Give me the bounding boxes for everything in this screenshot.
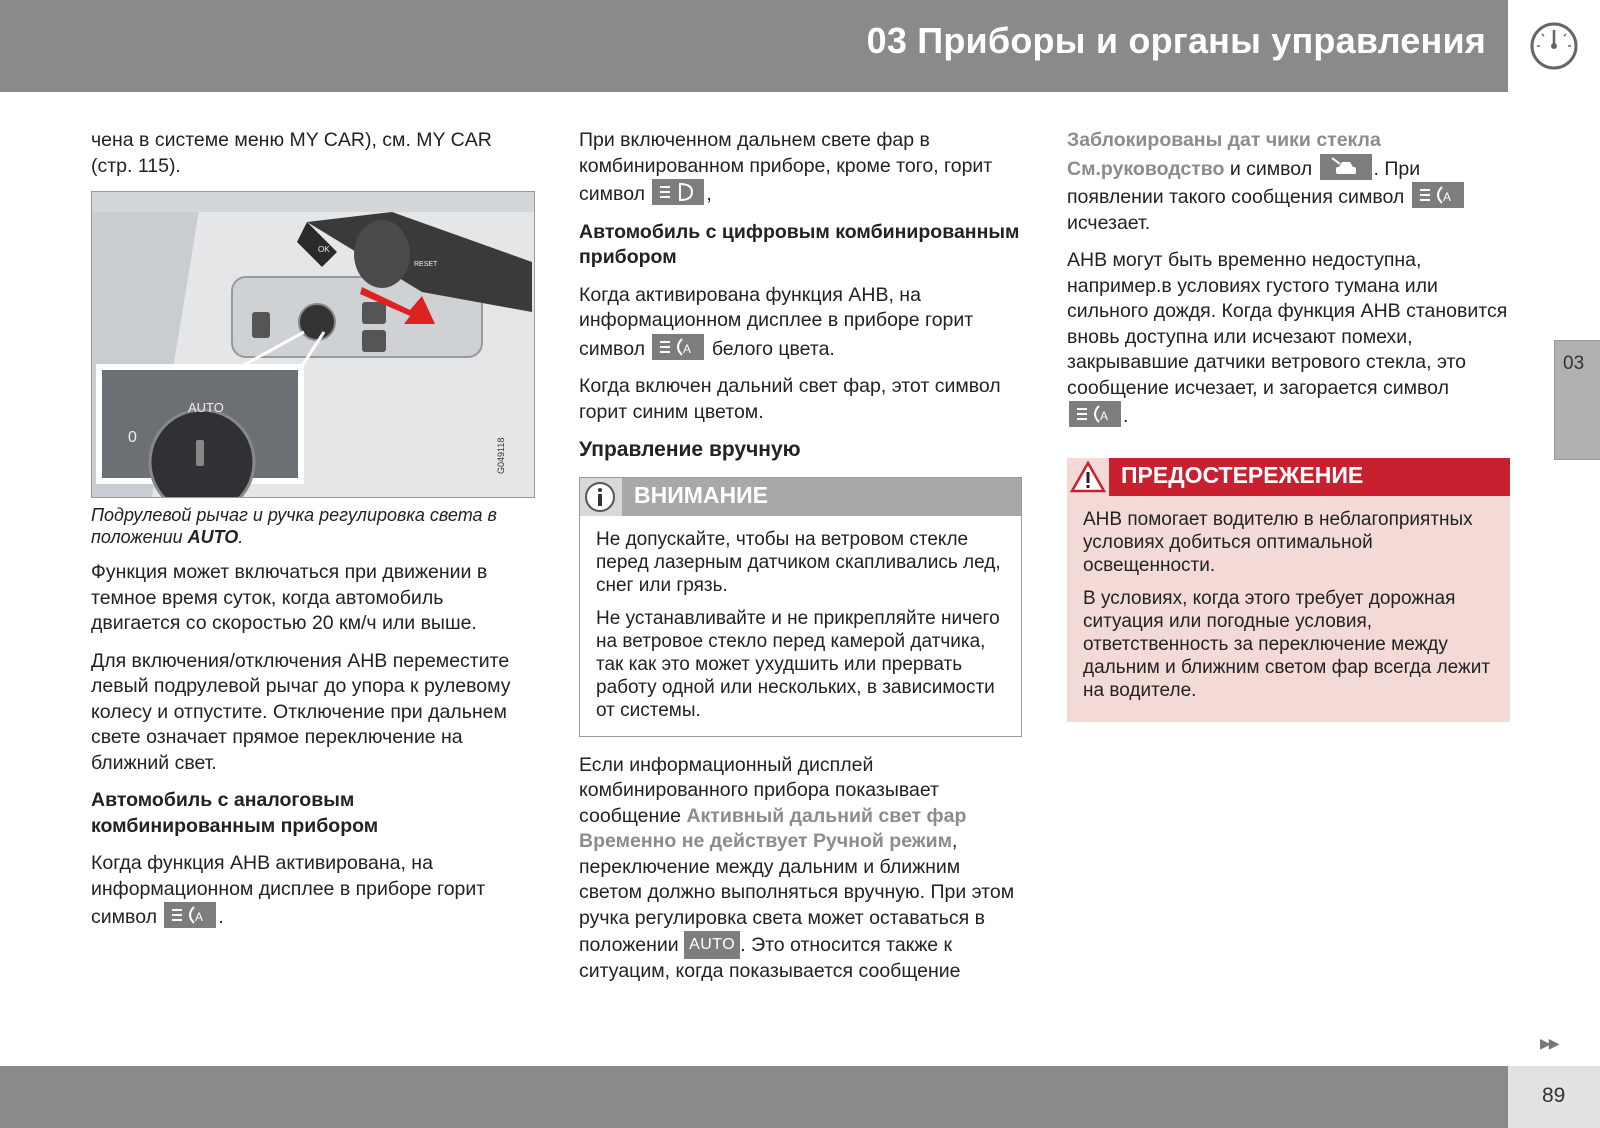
warning-header	[1067, 458, 1510, 496]
continue-arrows-icon: ▶▶	[1540, 1035, 1558, 1051]
high-beam-icon	[652, 179, 704, 205]
svg-text:A: A	[1100, 409, 1109, 423]
column-2	[579, 128, 1022, 996]
col1-paragraph-3: Когда функция AHB активирована, на информационном дисплее в приборе горит символ A .	[91, 852, 486, 928]
page-header	[0, 0, 1508, 92]
col2-paragraph-3: Когда включен дальний свет фар, этот символ горит синим цветом.	[579, 375, 1001, 423]
steering-lever-figure	[91, 191, 535, 498]
warning-triangle-icon	[1067, 458, 1109, 496]
col2-paragraph-4: Если информационный дисплей комбинированного прибора показывает сообщение Активный дальний свет фар Временно не действует Ручной режим, переключение между дальним и ближним светом должно выполняться вручную. При этом ручка регулировка света может оставаться в положении AUTO . Это относится также к ситуацим, когда показывается сообщение	[579, 753, 1015, 982]
col3-paragraph-1: Заблокированы дат чики стекла См.руководство и символ . При появлении такого сообщения символ A исчезает.	[1067, 128, 1510, 236]
note-box	[579, 477, 1022, 737]
page-number-box	[1508, 1066, 1600, 1128]
col2-paragraph-1: При включенном дальнем свете фар в комбинированном приборе, кроме того, горит символ ,	[579, 129, 993, 205]
svg-text:A: A	[195, 910, 204, 924]
chapter-icon-box	[1508, 0, 1600, 92]
ahb-symbol-icon	[652, 334, 704, 360]
note-body	[580, 516, 1021, 736]
figure-ok-label: OK	[318, 245, 330, 254]
sensor-blocked-icon	[1320, 154, 1372, 180]
warning-box	[1067, 458, 1510, 722]
heading-digital: Автомобиль с цифровым комбинированным прибором	[579, 220, 1020, 268]
col1-paragraph-2: Для включения/отключения AHB переместите левый подрулевой рычаг до упора к рулевому колесу и отпустите. Отключение при дальнем свете означает прямое переключение на ближний свет.	[91, 649, 511, 774]
page-title: 03 Приборы и органы управления	[866, 20, 1486, 61]
note-title: ВНИМАНИЕ	[634, 481, 769, 508]
col1-paragraph-1: Функция может включаться при движении в темное время суток, когда автомобиль двигается со скоростью 20 км/ч или выше.	[91, 561, 488, 634]
note-header	[580, 478, 1021, 516]
chapter-tab-label: 03	[1563, 353, 1585, 374]
page-footer	[0, 1066, 1508, 1128]
column-1	[91, 128, 531, 943]
ahb-symbol-icon	[1069, 401, 1121, 427]
figure-reset-label: RESET	[414, 261, 438, 268]
figure-zero-label: 0	[128, 429, 137, 446]
ahb-symbol-icon	[1412, 182, 1464, 208]
page-number: 89	[1542, 1084, 1566, 1107]
note-paragraph-2: Не устанавливайте и не прикрепляйте ничего на ветровое стекло перед камерой датчика, так как это может ухудшить или прервать работу одной или нескольких, в зависимости от системы.	[596, 607, 1000, 721]
warning-paragraph-2: В условиях, когда этого требует дорожная ситуация или погодные условия, ответственность за переключение между дальним и ближним светом фар всегда лежит на водителе.	[1083, 587, 1491, 701]
speedometer-icon	[1508, 0, 1600, 92]
heading-analog: Автомобиль с аналоговым комбинированным прибором	[91, 789, 379, 837]
heading-manual: Управление вручную	[579, 438, 801, 461]
figure-auto-label: AUTO	[188, 400, 224, 415]
chapter-side-tab	[1554, 340, 1600, 460]
col2-paragraph-2: Когда активирована функция AHB, на информационном дисплее в приборе горит символ A белого цвета.	[579, 283, 974, 360]
svg-text:A: A	[683, 341, 692, 356]
column-3	[1067, 128, 1510, 722]
warning-title: ПРЕДОСТЕРЕЖЕНИЕ	[1121, 461, 1364, 488]
figure-caption: Подрулевой рычаг и ручка регулировка света в положении AUTO.	[91, 505, 497, 547]
info-icon	[580, 478, 622, 516]
col3-paragraph-2: AHB могут быть временно недоступна, например.в условиях густого тумана или сильного дождя. Когда функция AHB становится вновь доступна или исчезают помехи, закрывавшие датчики ветрового стекла, это сообщение исчезает, и загорается символ A .	[1067, 249, 1508, 427]
warning-body	[1067, 496, 1510, 722]
svg-text:A: A	[1442, 190, 1451, 204]
note-paragraph-1: Не допускайте, чтобы на ветровом стекле перед лазерным датчиком скапливались лед, снег или грязь.	[596, 528, 1001, 596]
warning-paragraph-1: AHB помогает водителю в неблагоприятных условиях добиться оптимальной освещенности.	[1083, 508, 1473, 576]
figure-code: G049118	[496, 437, 506, 474]
ahb-symbol-icon	[164, 902, 216, 928]
intro-text: чена в системе меню MY CAR), см. MY CAR (стр. 115).	[91, 129, 492, 177]
auto-symbol: AUTO	[684, 931, 740, 959]
